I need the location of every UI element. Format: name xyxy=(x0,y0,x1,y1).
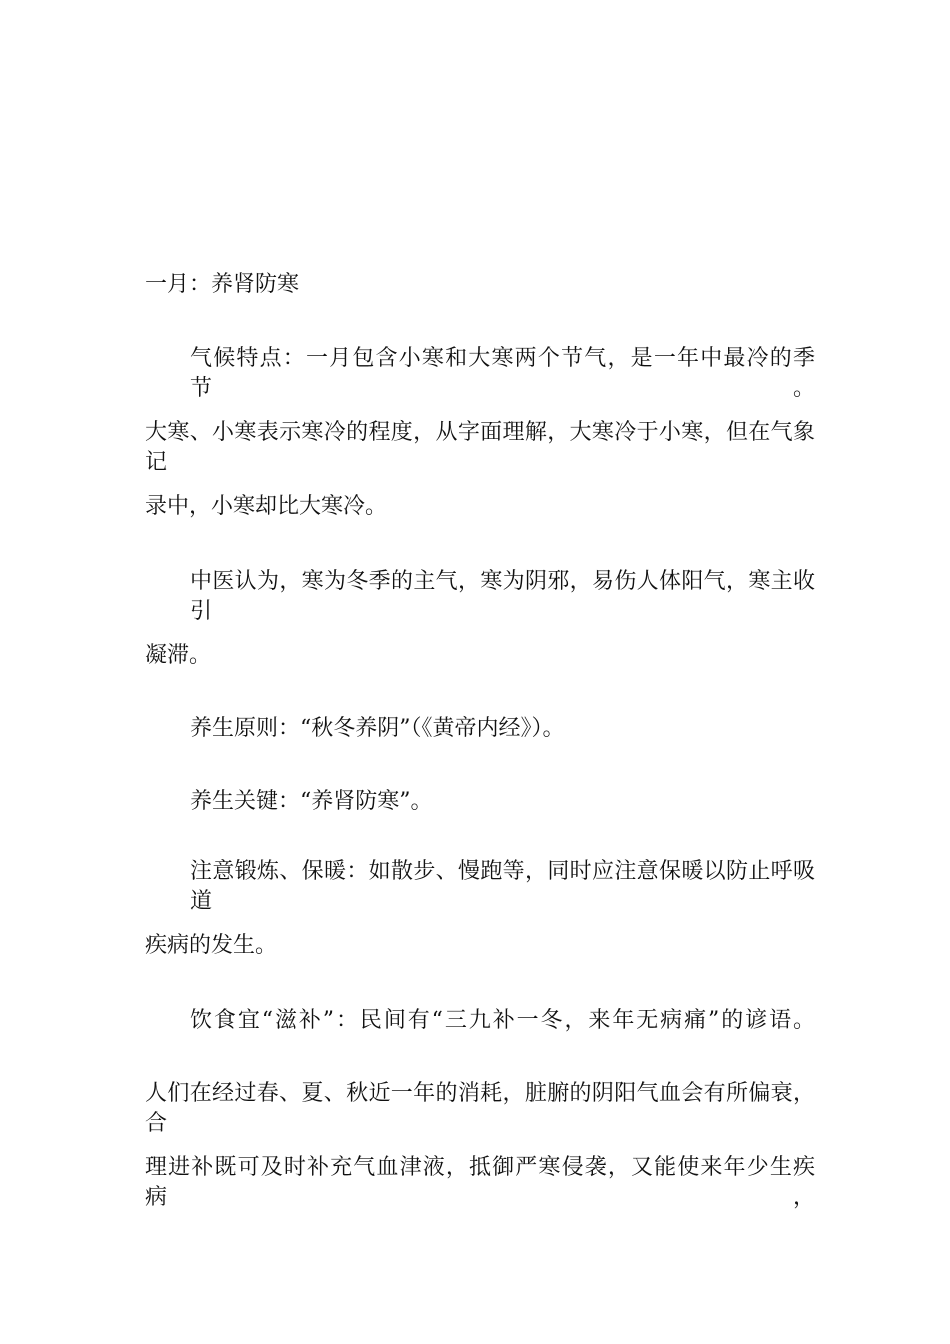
paragraph-line: 气候特点：一月包含小寒和大寒两个节气，是一年中最冷的季节。 xyxy=(190,346,815,401)
section-title: 一月：养肾防寒 xyxy=(145,272,300,297)
paragraph-line: 注意锻炼、保暖：如散步、慢跑等，同时应注意保暖以防止呼吸道 xyxy=(190,859,815,914)
paragraph-line: 理进补既可及时补充气血津液，抵御严寒侵袭，又能使来年少生疾病， xyxy=(145,1155,815,1210)
paragraph-line: 录中，小寒却比大寒冷。 xyxy=(145,494,388,519)
paragraph-line: 大寒、小寒表示寒冷的程度，从字面理解，大寒冷于小寒，但在气象记 xyxy=(145,420,815,475)
paragraph-line: 养生原则：“秋冬养阴”（《黄帝内经》）。 xyxy=(190,716,565,741)
paragraph-line: 凝滞。 xyxy=(145,643,212,668)
paragraph-line: 中医认为，寒为冬季的主气，寒为阴邪，易伤人体阳气，寒主收引 xyxy=(190,569,815,624)
paragraph-line: 养生关键：“养肾防寒”。 xyxy=(190,789,433,814)
paragraph-line: 疾病的发生。 xyxy=(145,933,278,958)
paragraph-line: 饮食宜“滋补”：民间有“三九补一冬，来年无病痛”的谚语。 xyxy=(190,1008,815,1033)
paragraph-line: 人们在经过春、夏、秋近一年的消耗，脏腑的阴阳气血会有所偏衰，合 xyxy=(145,1081,815,1136)
